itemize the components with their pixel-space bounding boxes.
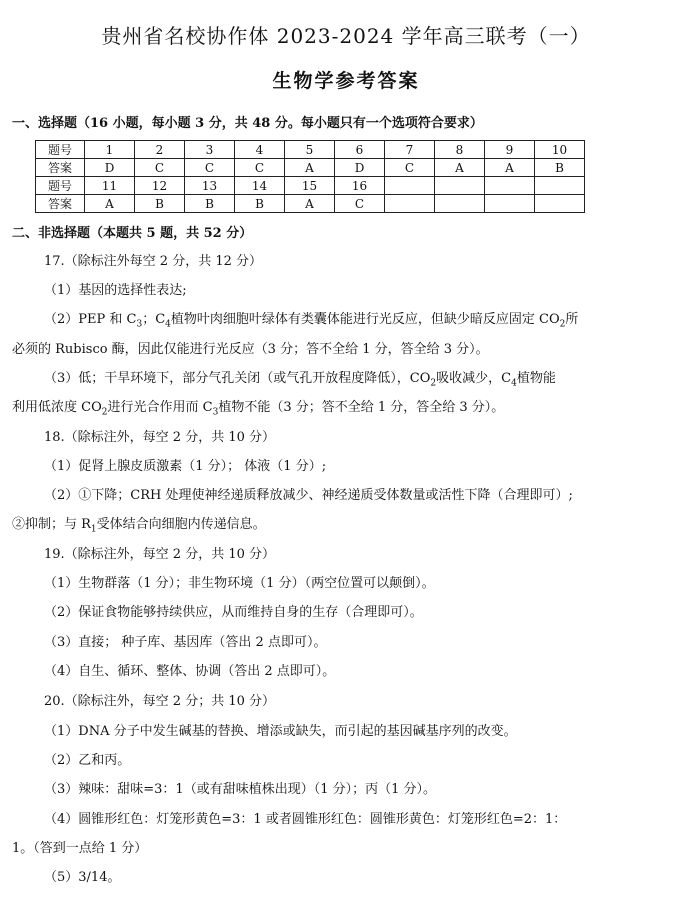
table-cell: A [285, 195, 335, 213]
table-cell: 14 [235, 177, 285, 195]
q17-answer-1: （1）基因的选择性表达; [44, 283, 187, 298]
text-run: （3）低；干旱环境下，部分气孔关闭（或气孔开放程度降低），CO [44, 371, 431, 386]
text-run: （2）PEP 和 C [44, 312, 137, 327]
q20-answer-1: （1）DNA 分子中发生碱基的替换、增添或缺失，而引起的基因碱基序列的改变。 [44, 724, 517, 739]
table-cell: D [85, 159, 135, 177]
subscript: 4 [511, 378, 517, 389]
table-row-a2 [36, 195, 585, 213]
row-label-question: 题号 [36, 177, 85, 195]
q20-answer-4-cont: 1。（答到一点给 1 分） [12, 841, 148, 856]
q20-answer-5: （5）3/14。 [44, 870, 121, 885]
table-cell: 5 [285, 141, 335, 159]
subscript: 3 [212, 407, 219, 418]
table-cell: 8 [435, 141, 485, 159]
subscript: 3 [136, 319, 143, 330]
q20-heading: 20.（除标注外，每空 2 分；共 10 分） [44, 694, 276, 709]
text-run: 进行光合作用而 C [107, 400, 213, 415]
table-row-a1 [36, 159, 585, 177]
table-cell [435, 195, 485, 213]
text-run: 受体结合向细胞内传递信息。 [96, 517, 266, 532]
q18-answer-2: （2）①下降；CRH 处理使神经递质释放减少、神经递质受体数量或活性下降（合理即可）; [44, 488, 573, 503]
q20-answer-3: （3）辣味：甜味=3：1（或有甜味植株出现）（1 分）；丙（1 分）。 [44, 782, 437, 797]
text-run: 所 [565, 312, 579, 327]
table-cell: B [135, 195, 185, 213]
q20-answer-4: （4）圆锥形红色：灯笼形黄色=3：1 或者圆锥形红色：圆锥形黄色：灯笼形红色=2：1： [44, 812, 567, 827]
text-run: 植物能 [516, 371, 556, 386]
table-cell [485, 195, 535, 213]
section-2-heading: 二、非选择题（本题共 5 题，共 52 分） [12, 226, 253, 241]
subscript: 4 [165, 319, 171, 330]
text-run: ；C [142, 312, 166, 327]
table-cell: A [85, 195, 135, 213]
table-cell: C [135, 159, 185, 177]
q19-answer-1: （1）生物群落（1 分）；非生物环境（1 分）（两空位置可以颠倒）。 [44, 576, 435, 591]
row-label-question: 题号 [36, 141, 85, 159]
table-cell: A [485, 159, 535, 177]
table-cell: 1 [85, 141, 135, 159]
text-run: 吸收减少，C [436, 371, 512, 386]
table-cell: C [235, 159, 285, 177]
table-cell: 11 [85, 177, 135, 195]
q17-answer-2 [44, 311, 578, 329]
q17-answer-2-cont: 必须的 Rubisco 酶，因此仅能进行光反应（3 分；答不全给 1 分，答全给 3 分）。 [12, 342, 489, 357]
section-1-heading: 一、选择题（16 小题，每小题 3 分，共 48 分。每小题只有一个选项符合要求） [12, 116, 483, 131]
q19-answer-2: （2）保证食物能够持续供应，从而维持自身的生存（合理即可）。 [44, 605, 423, 620]
table-cell: 2 [135, 141, 185, 159]
subscript: 2 [559, 319, 566, 330]
table-row-q1 [36, 141, 585, 159]
q18-answer-2-cont [12, 516, 266, 534]
table-cell: 15 [285, 177, 335, 195]
table-cell [485, 177, 535, 195]
q17-heading: 17.（除标注外每空 2 分，共 12 分） [44, 254, 263, 269]
answer-table [35, 140, 585, 213]
table-cell [535, 177, 585, 195]
q20-answer-2: （2）乙和丙。 [44, 753, 131, 768]
table-cell [385, 177, 435, 195]
table-cell: D [335, 159, 385, 177]
q17-answer-3 [44, 370, 556, 388]
table-cell: 12 [135, 177, 185, 195]
document-title: 贵州省名校协作体 2023-2024 学年高三联考（一） [101, 24, 591, 48]
q19-answer-4: （4）自生、循环、整体、协调（答出 2 点即可）。 [44, 664, 336, 679]
table-cell: A [435, 159, 485, 177]
text-run: 植物叶肉细胞叶绿体有类囊体能进行光反应，但缺少暗反应固定 CO [170, 312, 560, 327]
table-cell: C [385, 159, 435, 177]
text-run: 植物不能（3 分；答不全给 1 分，答全给 3 分）。 [218, 400, 505, 415]
subscript: 2 [101, 407, 108, 418]
table-row-q2 [36, 177, 585, 195]
table-cell [385, 195, 435, 213]
q19-heading: 19.（除标注外，每空 2 分，共 10 分） [44, 547, 276, 562]
q19-answer-3: （3）直接； 种子库、基因库（答出 2 点即可）。 [44, 635, 327, 650]
table-cell: C [185, 159, 235, 177]
table-cell [535, 195, 585, 213]
text-run: 利用低浓度 CO [12, 400, 102, 415]
table-cell: 13 [185, 177, 235, 195]
q17-answer-3-cont [12, 399, 504, 417]
table-cell: 10 [535, 141, 585, 159]
table-cell: 16 [335, 177, 385, 195]
q18-answer-1: （1）促肾上腺皮质激素（1 分）； 体液（1 分）; [44, 459, 327, 474]
table-cell [435, 177, 485, 195]
table-cell: B [535, 159, 585, 177]
table-cell: B [235, 195, 285, 213]
q18-heading: 18.（除标注外，每空 2 分，共 10 分） [44, 430, 276, 445]
row-label-answer: 答案 [36, 159, 85, 177]
table-cell: 6 [335, 141, 385, 159]
row-label-answer: 答案 [36, 195, 85, 213]
table-cell: 7 [385, 141, 435, 159]
table-cell: 9 [485, 141, 535, 159]
table-cell: 3 [185, 141, 235, 159]
text-run: ②抑制；与 R [12, 517, 91, 532]
table-cell: 4 [235, 141, 285, 159]
table-cell: C [335, 195, 385, 213]
table-cell: A [285, 159, 335, 177]
subscript: 2 [430, 378, 437, 389]
document-subtitle: 生物学参考答案 [272, 70, 420, 92]
table-cell: B [185, 195, 235, 213]
subscript: 1 [90, 524, 97, 535]
